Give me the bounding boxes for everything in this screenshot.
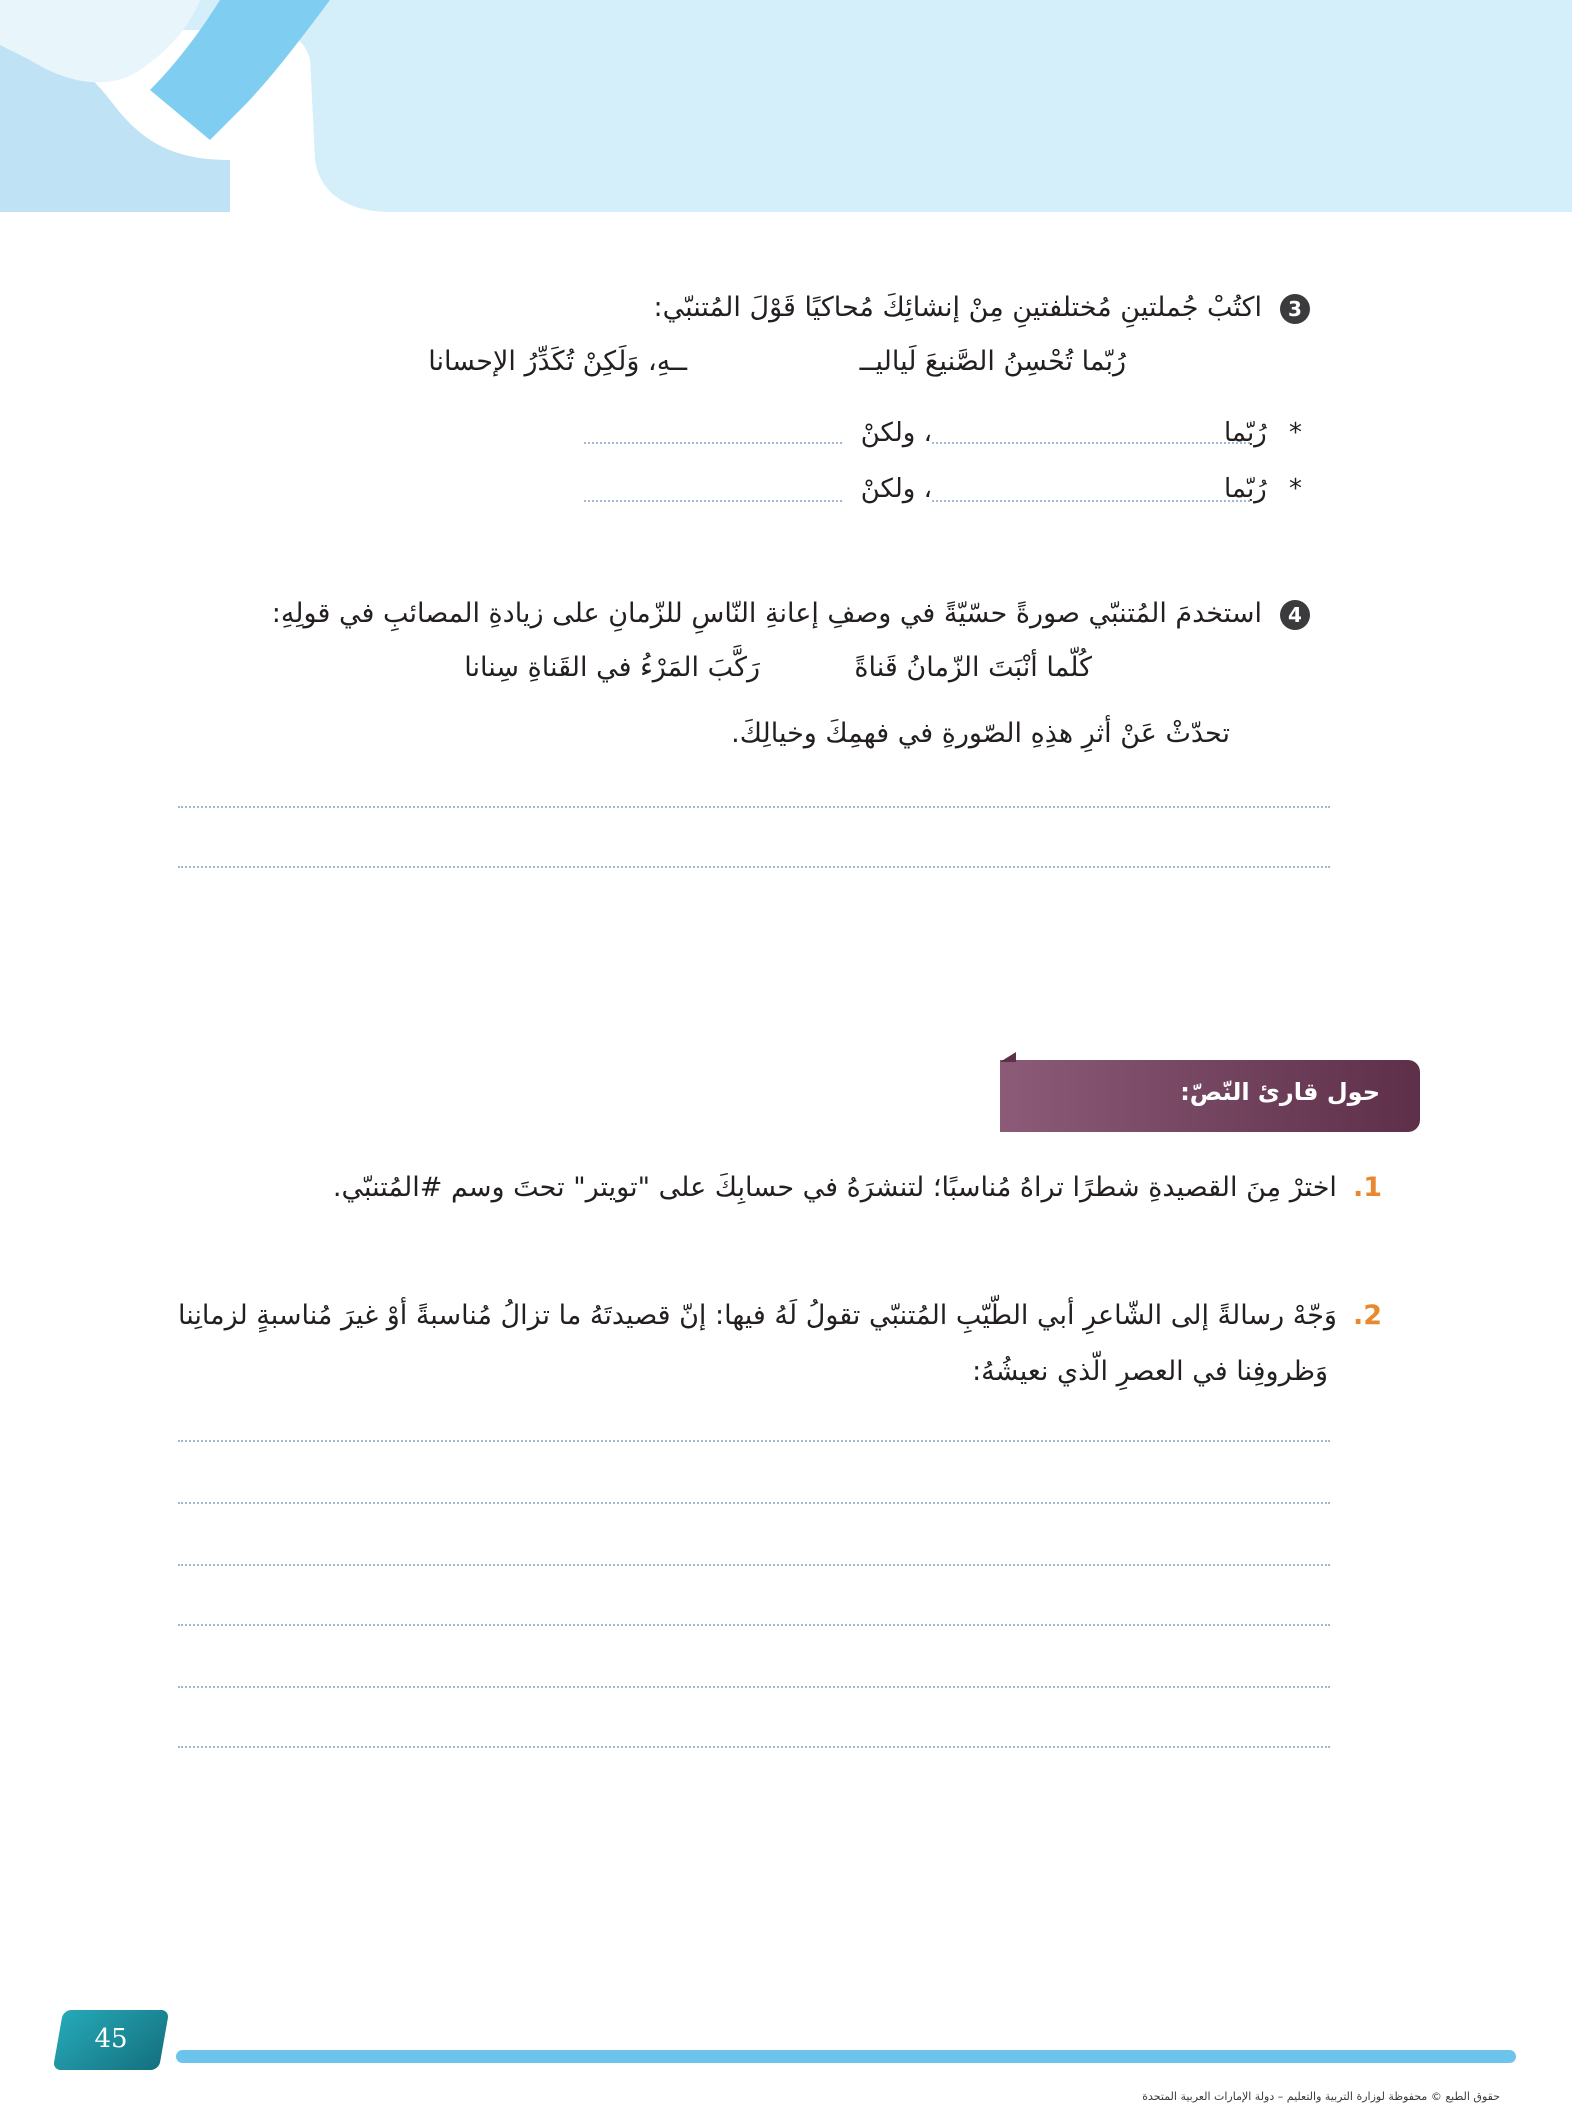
answer-line-3-1-b[interactable] xyxy=(584,442,842,444)
answer-line-3-2-b[interactable] xyxy=(584,500,842,502)
question-4-followup: تحدّثْ عَنْ أثرِ هذِهِ الصّورةِ في فهمِكَ وخيالِكَ. xyxy=(731,718,1230,749)
bullet-star: * xyxy=(1289,418,1302,448)
answer-line-4-1[interactable] xyxy=(178,806,1330,808)
bullet-start: رُبّما xyxy=(1223,418,1267,448)
question-4-verse-second: رَكَّبَ المَرْءُ في القَناةِ سِنانا xyxy=(464,652,760,683)
answer-line-2-5[interactable] xyxy=(178,1686,1330,1688)
item-2-line-2: وَظروفِنا في العصرِ الّذي نعيشُهُ: xyxy=(972,1356,1328,1387)
copyright-text: حقوق الطبع © محفوظة لوزارة التربية والتعليم – دولة الإمارات العربية المتحدة xyxy=(1142,2090,1500,2103)
header-banner xyxy=(0,0,1572,230)
item-1-number: 1. xyxy=(1352,1172,1382,1203)
question-3-bullet-1-middle: ، ولكنْ xyxy=(860,418,932,448)
question-4-number: 4 xyxy=(1280,600,1310,630)
question-3-prompt: اكتُبْ جُملتينِ مُختلفتينِ مِنْ إنشائِكَ مُحاكيًا قَوْلَ المُتنبّي: xyxy=(653,292,1262,323)
section-header-tab xyxy=(1000,1052,1016,1062)
bullet-start: رُبّما xyxy=(1223,474,1267,504)
item-2 xyxy=(178,1296,1382,1336)
answer-line-2-1[interactable] xyxy=(178,1440,1330,1442)
question-3-verse-first: رُبّما تُحْسِنُ الصَّنيعَ لَياليــ xyxy=(859,346,1126,377)
section-header xyxy=(1000,1060,1420,1132)
answer-line-3-2-a[interactable] xyxy=(932,500,1250,502)
item-2-line-1: وَجّهْ رسالةً إلى الشّاعرِ أبي الطّيّبِ المُتنبّي تقولُ لَهُ فيها: إنّ قصيدتَهُ ما تزالُ مُناسبةً أوْ غيرَ مُناسبةٍ لزمانِنا xyxy=(178,1300,1337,1331)
page-number: 45 xyxy=(94,2024,128,2054)
section-title: حول قارئ النّصّ: xyxy=(1180,1078,1380,1106)
answer-line-4-2[interactable] xyxy=(178,866,1330,868)
bullet-star: * xyxy=(1289,474,1302,504)
question-4-verse-first: كُلّما أنْبَتَ الزّمانُ قَناةً xyxy=(854,652,1092,683)
item-2-number: 2. xyxy=(1352,1300,1382,1331)
item-1 xyxy=(333,1168,1382,1208)
question-4-prompt: استخدمَ المُتنبّي صورةً حسّيّةً في وصفِ إعانةِ النّاسِ للزّمانِ على زيادةِ المصائبِ في قولِهِ: xyxy=(271,598,1262,629)
question-3-verse-second: ــهِ، وَلَكِنْ تُكَدِّرُ الإحسانا xyxy=(428,346,687,377)
question-3-bullet-2-middle: ، ولكنْ xyxy=(860,474,932,504)
item-1-text: اخترْ مِنَ القصيدةِ شطرًا تراهُ مُناسبًا؛ لتنشرَهُ في حسابِكَ على "تويتر" تحتَ وسم #المُتنبّي. xyxy=(332,1172,1337,1203)
footer-bar xyxy=(176,2050,1516,2063)
answer-line-3-1-a[interactable] xyxy=(932,442,1250,444)
answer-line-2-6[interactable] xyxy=(178,1746,1330,1748)
answer-line-2-2[interactable] xyxy=(178,1502,1330,1504)
answer-line-2-4[interactable] xyxy=(178,1624,1330,1626)
answer-line-2-3[interactable] xyxy=(178,1564,1330,1566)
question-3-number: 3 xyxy=(1280,294,1310,324)
